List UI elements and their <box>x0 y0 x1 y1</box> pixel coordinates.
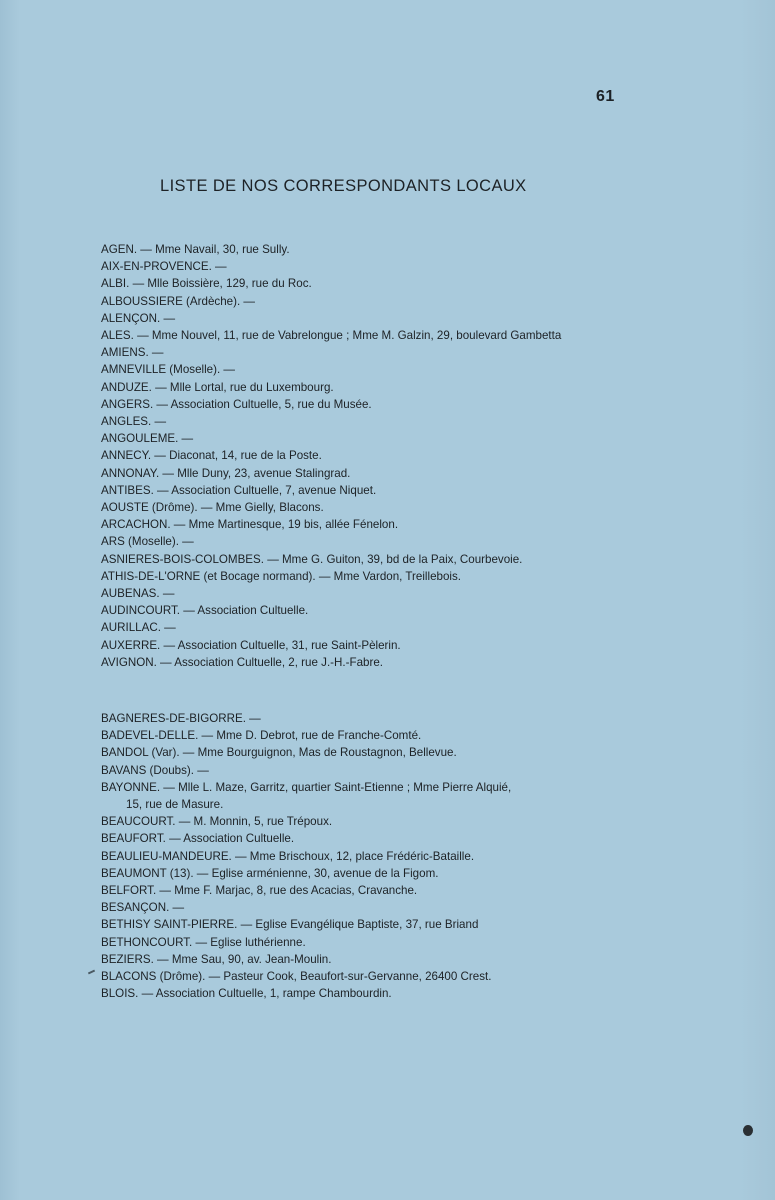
list-item <box>101 465 661 482</box>
list-item <box>101 985 661 1002</box>
page-title: LISTE DE NOS CORRESPONDANTS LOCAUX <box>160 177 527 195</box>
entry-text: BEAUCOURT. — M. Monnin, 5, rue Trépoux. <box>101 815 333 829</box>
entry-text: AIX-EN-PROVENCE. — <box>101 260 227 274</box>
entry-text: ATHIS-DE-L'ORNE (et Bocage normand). — Mme Vardon, Treillebois. <box>101 569 462 583</box>
entry-text: BLACONS (Drôme). — Pasteur Cook, Beaufort-sur-Gervanne, 26400 Crest. <box>101 970 492 984</box>
list-item <box>101 744 661 761</box>
list-item <box>101 551 661 568</box>
correspondents-list-b <box>101 710 661 1002</box>
entry-text: AUXERRE. — Association Cultuelle, 31, rue Saint-Pèlerin. <box>101 638 401 652</box>
entry-text: ALBI. — Mlle Boissière, 129, rue du Roc. <box>101 277 312 291</box>
entry-text: AGEN. — Mme Navail, 30, rue Sully. <box>101 243 290 256</box>
entry-text: ANGLES. — <box>101 415 167 429</box>
entry-text: ASNIERES-BOIS-COLOMBES. — Mme G. Guiton, 39, bd de la Paix, Courbevoie. <box>101 552 523 566</box>
entry-text: BLOIS. — Association Cultuelle, 1, rampe Chambourdin. <box>101 987 392 1001</box>
entry-text: BANDOL (Var). — Mme Bourguignon, Mas de Roustagnon, Bellevue. <box>101 746 457 760</box>
list-item <box>101 361 661 378</box>
entry-text: ALES. — Mme Nouvel, 11, rue de Vabrelongue ; Mme M. Galzin, 29, boulevard Gambetta <box>101 329 562 343</box>
list-item <box>101 727 661 744</box>
entry-text: BAYONNE. — Mlle L. Maze, Garritz, quartier Saint-Etienne ; Mme Pierre Alquié, <box>101 780 512 794</box>
entry-continuation: 15, rue de Masure. <box>126 798 224 812</box>
list-item <box>101 396 661 413</box>
entry-text: BEAULIEU-MANDEURE. — Mme Brischoux, 12, place Frédéric-Bataille. <box>101 849 475 863</box>
list-item <box>101 585 661 602</box>
entry-text: AUBENAS. — <box>101 587 175 601</box>
list-item <box>101 619 661 636</box>
list-item <box>101 516 661 533</box>
list-item <box>101 710 661 727</box>
list-item <box>101 258 661 275</box>
entry-text: ANNONAY. — Mlle Duny, 23, avenue Stalingrad. <box>101 466 351 480</box>
list-item <box>101 430 661 447</box>
ink-spot <box>743 1125 753 1136</box>
list-item <box>101 499 661 516</box>
entry-text: AURILLAC. — <box>101 621 176 635</box>
entry-text: AVIGNON. — Association Cultuelle, 2, rue J.-H.-Fabre. <box>101 655 383 669</box>
list-item <box>101 327 661 344</box>
entry-text: BAVANS (Doubs). — <box>101 763 209 777</box>
list-item <box>101 848 661 865</box>
list-item <box>101 482 661 499</box>
entry-text: ARS (Moselle). — <box>101 535 194 549</box>
entry-text: ANGOULEME. — <box>101 432 194 446</box>
list-item <box>101 275 661 292</box>
list-item <box>101 830 661 847</box>
list-item <box>101 344 661 361</box>
list-item <box>101 241 661 258</box>
list-item <box>101 533 661 550</box>
list-item <box>101 602 661 619</box>
entry-text: BEAUFORT. — Association Cultuelle. <box>101 832 295 846</box>
list-item <box>101 654 661 671</box>
list-item <box>101 762 661 779</box>
margin-mark <box>88 970 95 975</box>
entry-text: ANNECY. — Diaconat, 14, rue de la Poste. <box>101 449 322 463</box>
list-item <box>101 813 661 830</box>
list-item <box>101 779 661 813</box>
entry-text: ALENÇON. — <box>101 311 176 325</box>
list-item <box>101 413 661 430</box>
entry-text: ARCACHON. — Mme Martinesque, 19 bis, allée Fénelon. <box>101 518 399 532</box>
list-item <box>101 293 661 310</box>
entry-text: AMIENS. — <box>101 346 164 360</box>
entry-text: AMNEVILLE (Moselle). — <box>101 363 236 377</box>
list-item <box>101 865 661 882</box>
list-item <box>101 447 661 464</box>
list-item <box>101 568 661 585</box>
entry-text: BESANÇON. — <box>101 901 185 915</box>
list-item <box>101 882 661 899</box>
entry-text: BELFORT. — Mme F. Marjac, 8, rue des Acacias, Cravanche. <box>101 884 418 898</box>
entry-text: AOUSTE (Drôme). — Mme Gielly, Blacons. <box>101 501 324 515</box>
list-item <box>101 379 661 396</box>
entry-text: ALBOUSSIERE (Ardèche). — <box>101 294 255 308</box>
entry-text: BETHISY SAINT-PIERRE. — Eglise Evangélique Baptiste, 37, rue Briand <box>101 918 479 932</box>
list-item <box>101 916 661 933</box>
entry-text: BEZIERS. — Mme Sau, 90, av. Jean-Moulin. <box>101 952 332 966</box>
list-item <box>101 968 661 985</box>
entry-text: BAGNERES-DE-BIGORRE. — <box>101 712 261 725</box>
entry-text: BETHONCOURT. — Eglise luthérienne. <box>101 935 306 949</box>
list-item <box>101 310 661 327</box>
list-item <box>101 637 661 654</box>
entry-text: ANTIBES. — Association Cultuelle, 7, avenue Niquet. <box>101 483 377 497</box>
list-item <box>101 899 661 916</box>
list-item <box>101 951 661 968</box>
entry-text: AUDINCOURT. — Association Cultuelle. <box>101 604 309 618</box>
entry-text: BEAUMONT (13). — Eglise arménienne, 30, avenue de la Figom. <box>101 866 439 880</box>
entry-text: BADEVEL-DELLE. — Mme D. Debrot, rue de Franche-Comté. <box>101 729 422 743</box>
entry-text: ANGERS. — Association Cultuelle, 5, rue du Musée. <box>101 397 372 411</box>
page-number: 61 <box>596 88 615 105</box>
correspondents-list-a <box>101 241 661 671</box>
list-item <box>101 934 661 951</box>
entry-text: ANDUZE. — Mlle Lortal, rue du Luxembourg. <box>101 380 334 394</box>
